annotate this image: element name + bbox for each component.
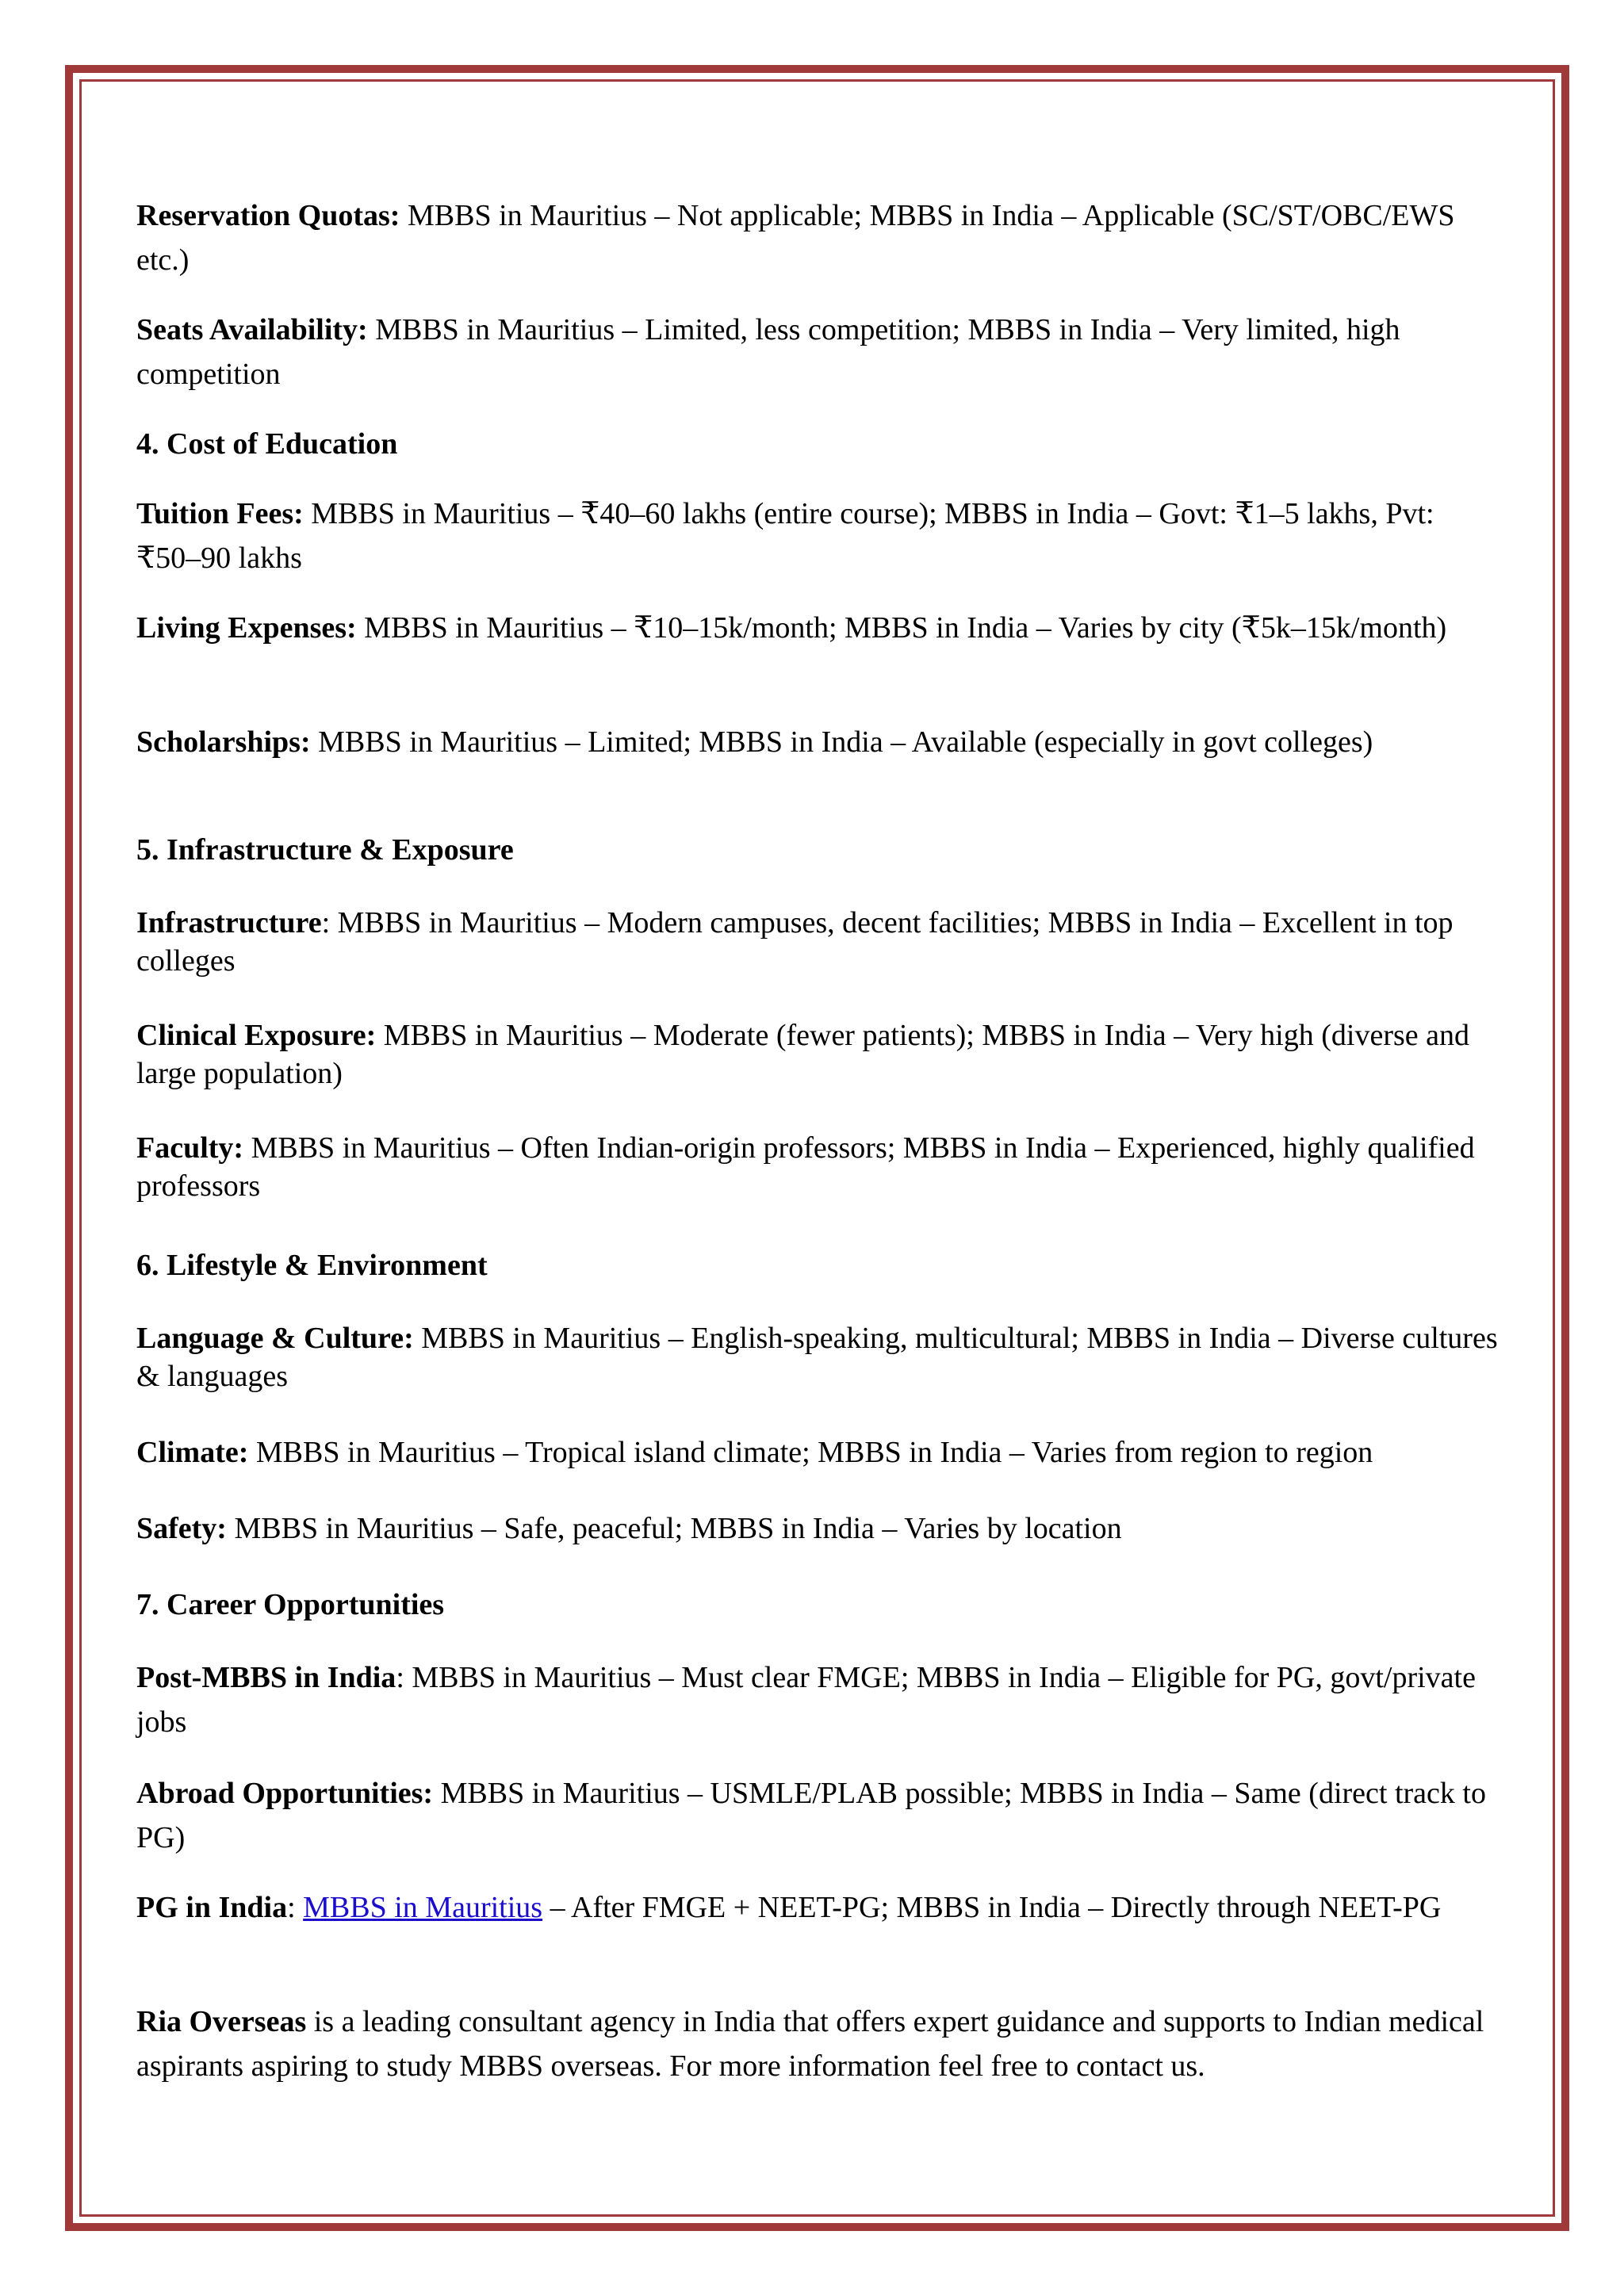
pg-in-india-label: PG in India (136, 1891, 288, 1924)
living-expenses-text: MBBS in Mauritius – ₹10–15k/month; MBBS in India – Varies by city (₹5k–15k/month) (356, 611, 1447, 645)
post-mbbs-label: Post-MBBS in India (136, 1661, 396, 1694)
section-6-heading: 6. Lifestyle & Environment (136, 1249, 488, 1282)
pg-in-india-separator: : (287, 1891, 304, 1924)
living-expenses-paragraph (136, 606, 1446, 650)
reservation-quotas-paragraph (136, 193, 1500, 282)
infrastructure-paragraph (136, 904, 1500, 980)
tuition-fees-paragraph (136, 492, 1500, 580)
climate-paragraph (136, 1430, 1373, 1475)
section-7-heading: 7. Career Opportunities (136, 1588, 445, 1621)
climate-text: MBBS in Mauritius – Tropical island climate; MBBS in India – Varies from region to region (248, 1436, 1373, 1469)
infrastructure-label: Infrastructure (136, 906, 322, 939)
clinical-exposure-paragraph (136, 1016, 1500, 1093)
mbbs-in-mauritius-link[interactable]: MBBS in Mauritius (303, 1891, 543, 1924)
climate-label: Climate: (136, 1436, 249, 1469)
abroad-opportunities-label: Abroad Opportunities: (136, 1777, 434, 1810)
language-culture-paragraph (136, 1319, 1500, 1395)
ria-overseas-label: Ria Overseas (136, 2005, 307, 2038)
seats-availability-label: Seats Availability: (136, 313, 368, 346)
safety-text: MBBS in Mauritius – Safe, peaceful; MBBS in India – Varies by location (226, 1512, 1122, 1545)
seats-availability-paragraph (136, 308, 1500, 396)
ria-overseas-text: is a leading consultant agency in India that offers expert guidance and supports to Indian medical aspirants aspiring to study MBBS overseas. For more information feel free to contact us. (136, 2005, 1484, 2083)
infrastructure-text: : MBBS in Mauritius – Modern campuses, decent facilities; MBBS in India – Excellent in top colleges (136, 906, 1454, 978)
scholarships-label: Scholarships: (136, 725, 311, 759)
section-4-heading: 4. Cost of Education (136, 427, 398, 461)
safety-paragraph (136, 1506, 1122, 1551)
safety-label: Safety: (136, 1512, 227, 1545)
faculty-label: Faculty: (136, 1131, 244, 1165)
scholarships-paragraph (136, 720, 1373, 764)
abroad-opportunities-paragraph (136, 1771, 1500, 1860)
abroad-opportunities-text: MBBS in Mauritius – USMLE/PLAB possible; MBBS in India – Same (direct track to PG) (136, 1777, 1486, 1854)
ria-overseas-paragraph (136, 1999, 1500, 2088)
scholarships-text: MBBS in Mauritius – Limited; MBBS in India – Available (especially in govt colleges) (310, 725, 1373, 759)
post-mbbs-paragraph (136, 1655, 1500, 1744)
reservation-quotas-label: Reservation Quotas: (136, 199, 400, 232)
pg-in-india-text: – After FMGE + NEET-PG; MBBS in India – Directly through NEET-PG (542, 1891, 1442, 1924)
faculty-text: MBBS in Mauritius – Often Indian-origin professors; MBBS in India – Experienced, highly qualified professors (136, 1131, 1475, 1203)
clinical-exposure-label: Clinical Exposure: (136, 1019, 377, 1052)
tuition-fees-label: Tuition Fees: (136, 497, 304, 530)
post-mbbs-text: : MBBS in Mauritius – Must clear FMGE; MBBS in India – Eligible for PG, govt/private jobs (136, 1661, 1476, 1739)
seats-availability-text: MBBS in Mauritius – Limited, less competition; MBBS in India – Very limited, high competition (136, 313, 1400, 391)
reservation-quotas-text: MBBS in Mauritius – Not applicable; MBBS in India – Applicable (SC/ST/OBC/EWS etc.) (136, 199, 1455, 277)
section-5-heading: 5. Infrastructure & Exposure (136, 833, 514, 867)
language-culture-text: MBBS in Mauritius – English-speaking, multicultural; MBBS in India – Diverse cultures & languages (136, 1322, 1498, 1393)
faculty-paragraph (136, 1129, 1500, 1205)
tuition-fees-text: MBBS in Mauritius – ₹40–60 lakhs (entire course); MBBS in India – Govt: ₹1–5 lakhs, Pvt: ₹50–90 lakhs (136, 497, 1434, 575)
clinical-exposure-text: MBBS in Mauritius – Moderate (fewer patients); MBBS in India – Very high (diverse and large population) (136, 1019, 1469, 1090)
living-expenses-label: Living Expenses: (136, 611, 357, 645)
pg-in-india-paragraph (136, 1885, 1441, 1930)
language-culture-label: Language & Culture: (136, 1322, 414, 1355)
